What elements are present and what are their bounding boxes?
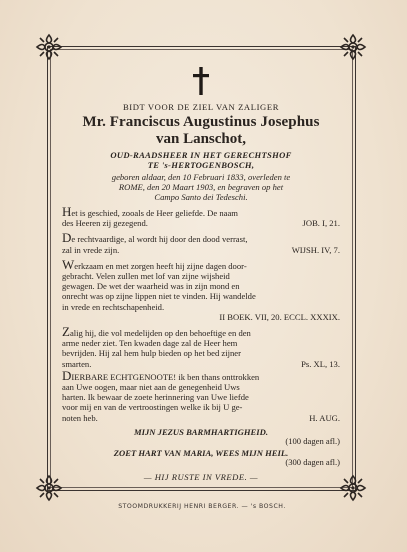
- scripture-reference: H. AUG.: [309, 412, 340, 423]
- scripture-text: Zalig hij, die vol medelijden op den behoeftige en den arme neder ziet. Ten kwaden dage zal de Heer hem bevrijden. Hij zal hem hulp bieden op het bed zijner smarten. Ps. XL, 13.: [62, 324, 340, 369]
- scripture-reference: WIJSH. IV, 7.: [291, 244, 340, 255]
- ornament-icon: [338, 473, 368, 503]
- scripture-text: De rechtvaardige, al wordt hij door den dood verrast, zal in vrede zijn. WIJSH. IV, 7.: [62, 230, 340, 255]
- deceased-name-line2: van Lanschot,: [155, 131, 247, 147]
- ornament-icon: [338, 32, 368, 62]
- drop-cap: D: [62, 367, 72, 383]
- ornament-icon: [34, 32, 64, 62]
- scripture-reference: JOB. I, 21.: [302, 218, 340, 229]
- farewell-text: DIERBARE ECHTGENOOTE! ik ben thans onttrokken aan Uwe oogen, maar niet aan de genegenheid Uws harten. Ik bewaar de zoete herinnering van Uwe liefde voor mij en van de vertroostingen welke ik bij U ge- noten heb. H. AUG.: [62, 367, 340, 423]
- drop-cap: Z: [62, 324, 70, 340]
- cross-icon: [62, 66, 340, 98]
- indulgence-note: (100 dagen afl.): [285, 435, 340, 446]
- ejaculation-text: MIJN JEZUS BARMHARTIGHEID.: [134, 426, 268, 437]
- drop-cap: H: [62, 204, 72, 219]
- closing-line: — HIJ RUSTE IN VREDE. —: [143, 471, 259, 482]
- drop-cap: W: [62, 256, 75, 272]
- indulgence-note: (300 dagen afl.): [285, 457, 340, 468]
- card-content: [62, 66, 340, 482]
- scripture-text: Het is geschied, zooals de Heer geliefde. De naam des Heeren zij gezegend. JOB. I, 21.: [62, 204, 340, 229]
- ornament-icon: [34, 473, 64, 503]
- printer-imprint: STOOMDRUKKERIJ HENRI BERGER. — 's BOSCH.: [118, 503, 286, 510]
- ejaculation-block: [62, 427, 340, 468]
- scripture-reference: Ps. XL, 13.: [301, 358, 340, 369]
- deceased-name-line1: Mr. Franciscus Augustinus Josephus: [82, 114, 320, 130]
- birth-line2: ROME, den 20 Maart 1903, en begraven op het: [118, 182, 284, 192]
- drop-cap: D: [62, 230, 72, 246]
- scripture-text: Werkzaam en met zorgen heeft hij zijne dagen door- gebracht. Velen zullen met lof van zijne wijsheid gewagen. De wet der waarheid was in zijn mond en onrecht was op zijne lippen niet te vinden. Hij wandelde in vrede en rechtschapenheid. II BOEK. VII, 20. ECCL. XXXIX.: [62, 256, 340, 322]
- role-line1: OUD-RAADSHEER IN HET GERECHTSHOF: [110, 150, 292, 160]
- role-line2: TE 's-HERTOGENBOSCH,: [147, 160, 255, 170]
- birth-line1: geboren aldaar, den 10 Februari 1833, overleden te: [111, 172, 291, 182]
- scripture-reference: II BOEK. VII, 20. ECCL. XXXIX.: [219, 311, 340, 322]
- birth-line3: Campo Santo dei Tedeschi.: [154, 192, 248, 202]
- ejaculation-text: ZOET HART VAN MARIA, WEES MIJN HEIL.: [113, 448, 289, 459]
- prayer-heading: BIDT VOOR DE ZIEL VAN ZALIGER: [122, 102, 280, 112]
